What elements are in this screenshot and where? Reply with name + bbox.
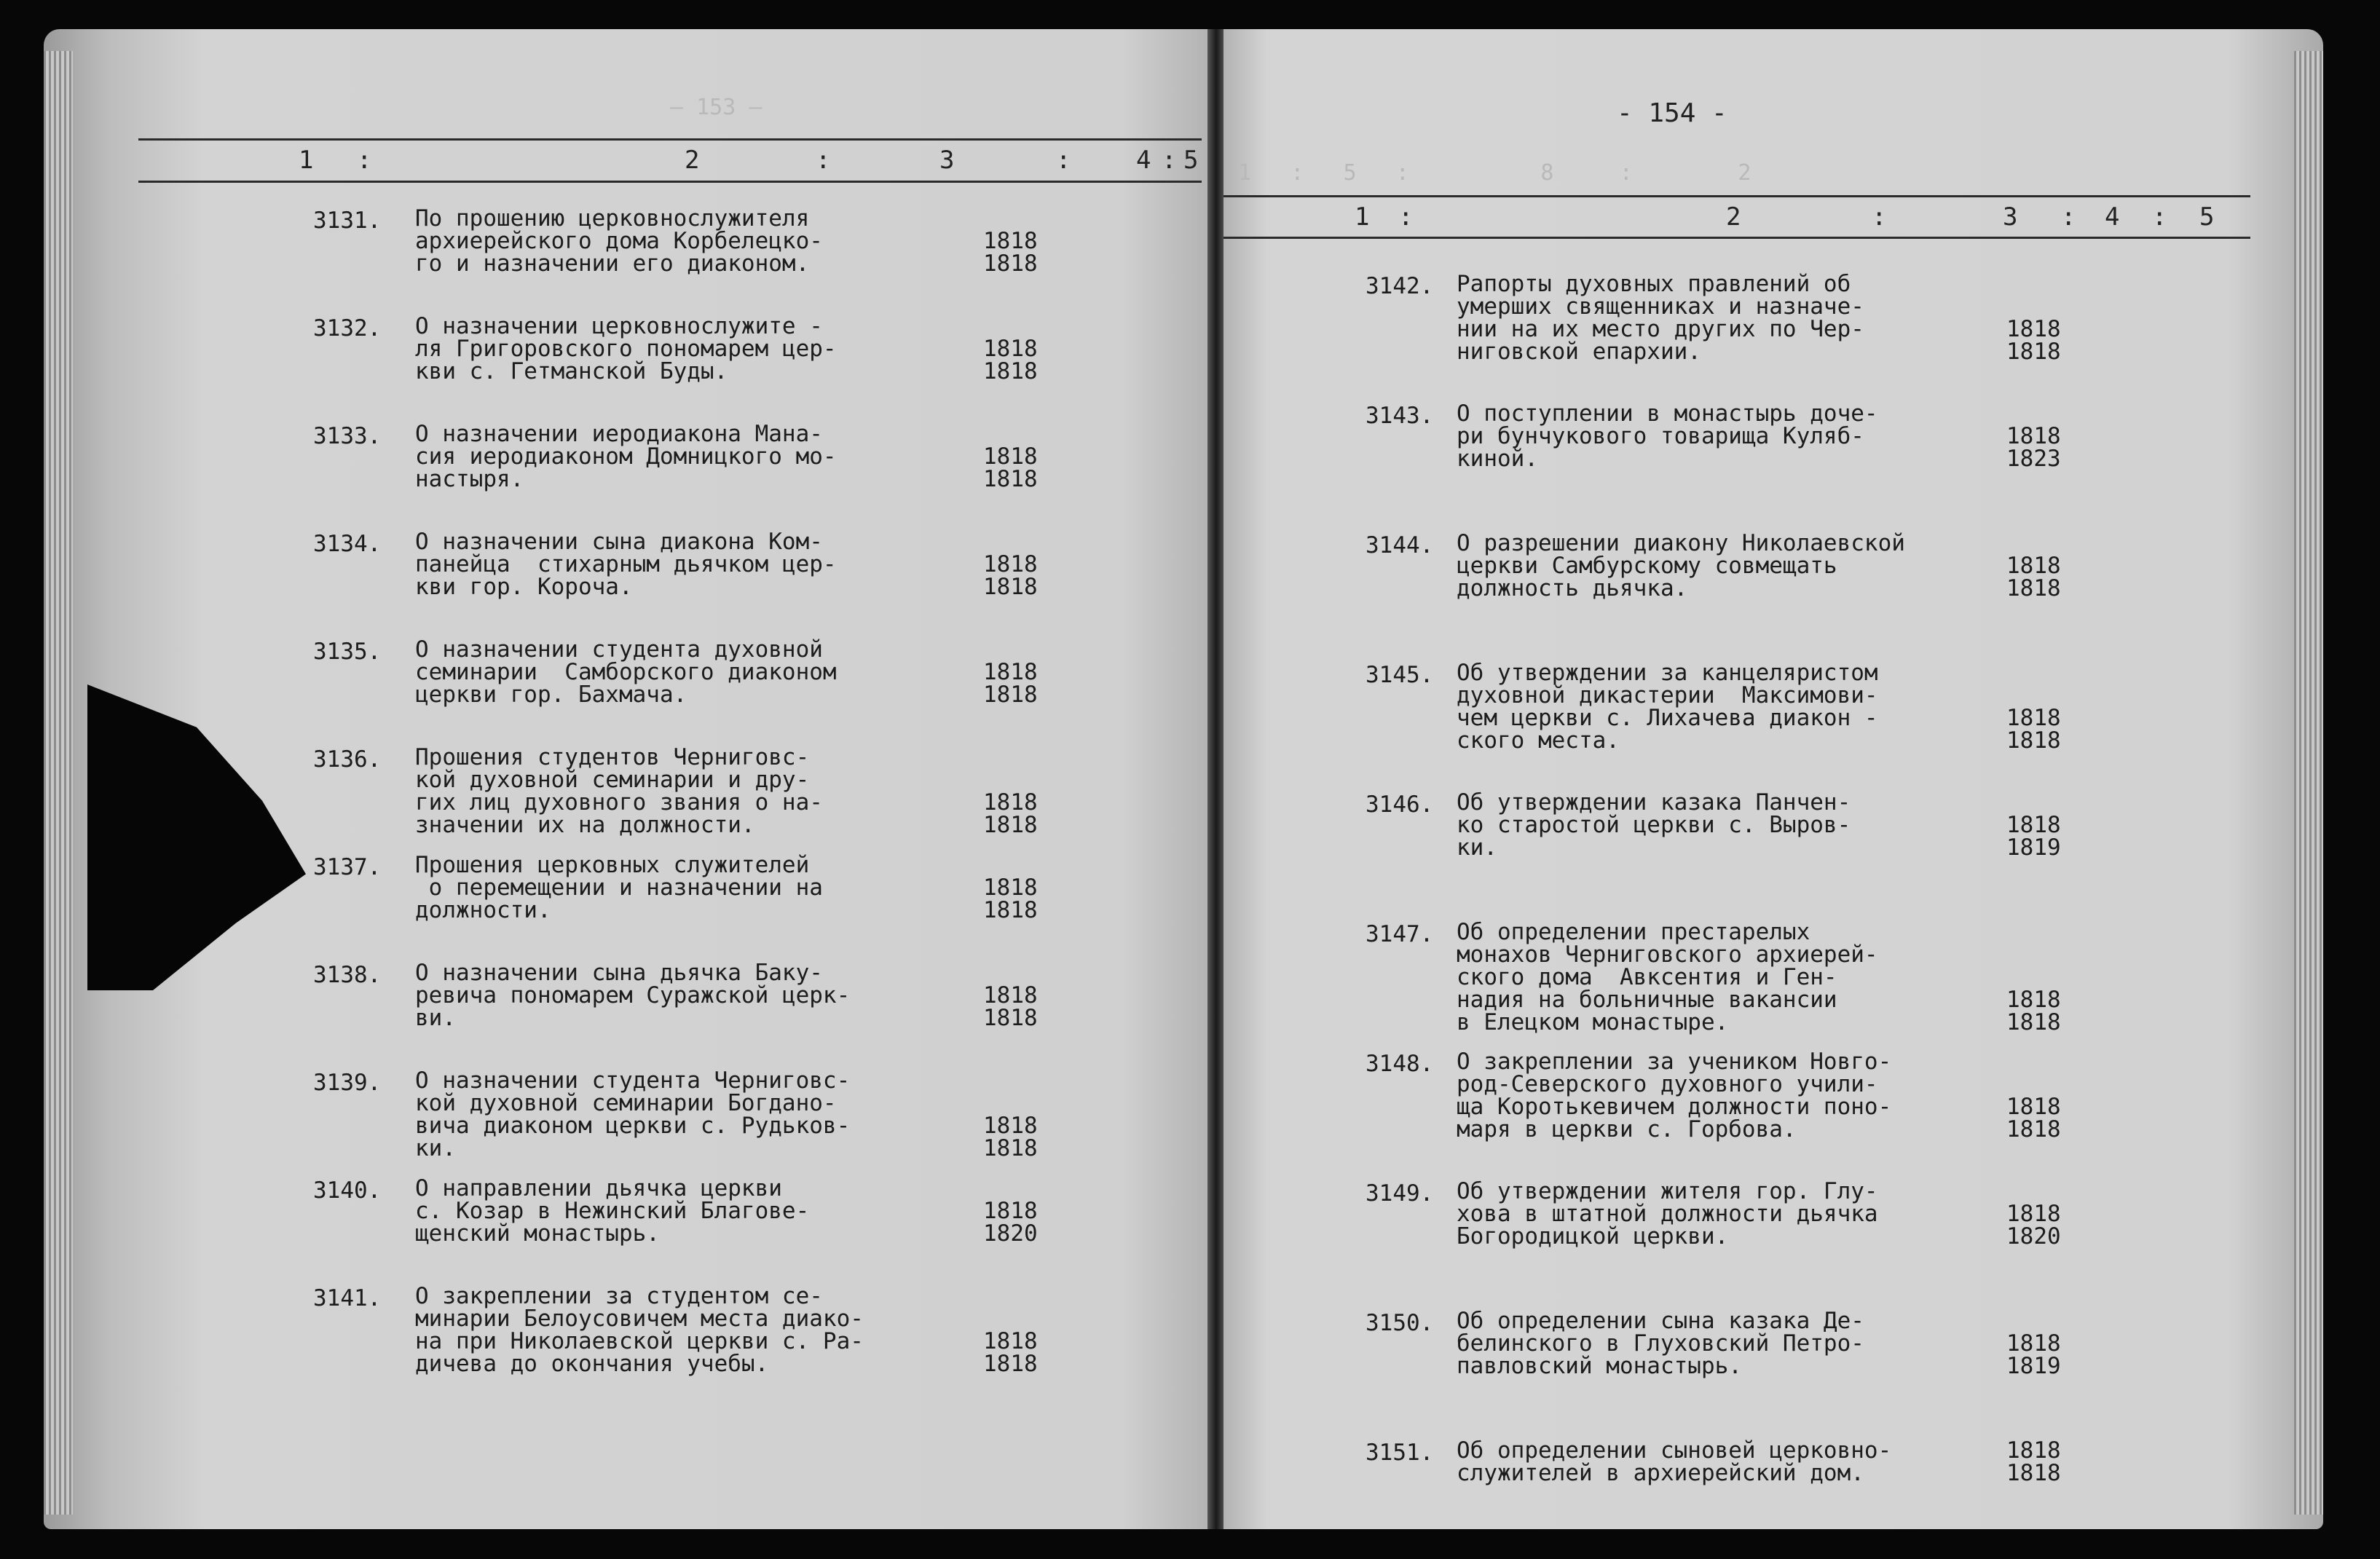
entry-number: 3131. <box>313 208 382 234</box>
entry-years: 1818 1819 <box>2006 812 2061 861</box>
entry-number: 3143. <box>1366 403 1434 429</box>
entry-title: О назначении сына диакона Ком- панейца стихарным дьячком цер- кви гор. Короча. <box>415 529 837 600</box>
entry-years: 1818 1823 <box>2006 423 2061 472</box>
entry-number: 3138. <box>313 962 382 988</box>
col-header-2: 2 <box>685 146 700 175</box>
entry-number: 3146. <box>1366 792 1434 818</box>
entry-title: О разрешении диакону Николаевской церкви Самбурскому совмещать должность дьячка. <box>1457 530 1905 601</box>
entry-number: 3144. <box>1366 532 1434 559</box>
entry-years: 1818 1818 <box>2006 553 2061 601</box>
col-header-sep: : <box>2061 202 2076 232</box>
col-header-sep: : <box>816 146 831 175</box>
right-page <box>1224 29 2323 1529</box>
entry-number: 3145. <box>1366 662 1434 688</box>
entry-years: 1818 1818 <box>983 1113 1038 1161</box>
entry-title: О назначении иеродиакона Мана- сия иеродиаконом Домницкого мо- настыря. <box>415 421 837 492</box>
entry-years: 1818 1818 <box>2006 987 2061 1035</box>
entry-number: 3132. <box>313 315 382 342</box>
entry-title: О закреплении за студентом се- минарии Белоусовичем места диако- на при Николаевской церкви с. Ра- дичева до окончания учебы. <box>415 1283 864 1377</box>
page-number: - 154 - <box>1617 98 1727 128</box>
entry-years: 1818 1818 <box>983 443 1038 492</box>
entry-title: Об определении престарелых монахов Черниговского архиерей- ского дома Авксентия и Ген- надия на больничные вакансии в Елецком монастыре. <box>1457 919 1878 1035</box>
entry-number: 3149. <box>1366 1180 1434 1207</box>
entry-title: По прошению церковнослужителя архиерейского дома Корбелецко- го и назначении его диаконом. <box>415 205 823 277</box>
entry-years: 1818 1818 <box>983 982 1038 1031</box>
col-header-5: 5 <box>2199 202 2215 232</box>
col-header-1: 1 <box>1355 202 1370 232</box>
entry-title: Об определении сына казака Де- белинского в Глуховский Петро- павловский монастырь. <box>1457 1308 1864 1379</box>
entry-years: 1818 1818 <box>983 789 1038 838</box>
entry-years: 1818 1819 <box>2006 1330 2061 1379</box>
entry-number: 3133. <box>313 423 382 449</box>
page-stack-edge-left <box>44 51 73 1515</box>
col-header-1: 1 <box>299 146 314 175</box>
entry-years: 1818 1818 <box>983 228 1038 277</box>
open-archive-book <box>44 29 2323 1544</box>
col-header-4: 4 <box>1136 146 1151 175</box>
entry-title: Прошения студентов Черниговс- кой духовной семинарии и дру- гих лиц духовного звания о на- значении их на должности. <box>415 744 823 838</box>
entry-title: О назначении студента духовной семинарии Самборского диаконом церкви гор. Бахмача. <box>415 636 837 708</box>
entry-number: 3135. <box>313 639 382 665</box>
header-rule-bottom <box>1224 237 2250 239</box>
entry-years: 1818 1818 <box>2006 1437 2061 1486</box>
entry-number: 3142. <box>1366 273 1434 299</box>
entry-title: Об утверждении казака Панчен- ко старостой церкви с. Выров- ки. <box>1457 789 1851 861</box>
entry-number: 3136. <box>313 746 382 773</box>
entry-number: 3141. <box>313 1285 382 1311</box>
entry-years: 1818 1818 <box>2006 1094 2061 1142</box>
entry-title: Прошения церковных служителей о перемещении и назначении на должности. <box>415 852 823 923</box>
header-rule-top <box>1224 195 2250 197</box>
entry-title: О назначении студента Черниговс- кой духовной семинарии Богдано- вича диаконом церкви с. Рудьков- ки. <box>415 1067 851 1161</box>
col-header-sep: : <box>1056 146 1071 175</box>
col-header-4: 4 <box>2105 202 2120 232</box>
entry-years: 1818 1818 <box>983 551 1038 600</box>
entry-years: 1818 1818 <box>983 659 1038 708</box>
entry-title: О закреплении за учеником Новго- род-Северского духовного учили- ща Коротькевичем должности поно- маря в церкви с. Горбова. <box>1457 1049 1892 1142</box>
entry-title: Рапорты духовных правлений об умерших священниках и назначе- нии на их место других по Чер- ниговской епархии. <box>1457 271 1864 365</box>
bleed-through-text: – 153 – <box>670 95 763 120</box>
col-header-2: 2 <box>1726 202 1741 232</box>
entry-years: 1818 1818 <box>983 1328 1038 1377</box>
col-header-sep: : <box>1162 146 1177 175</box>
entry-years: 1818 1820 <box>983 1198 1038 1247</box>
col-header-sep: : <box>2152 202 2167 232</box>
entry-number: 3151. <box>1366 1440 1434 1466</box>
col-header-3: 3 <box>939 146 955 175</box>
entry-number: 3148. <box>1366 1051 1434 1077</box>
col-header-sep: : <box>357 146 372 175</box>
entry-title: Об утверждении жителя гор. Глу- хова в штатной должности дьячка Богородицкой церкви. <box>1457 1178 1878 1250</box>
entry-number: 3140. <box>313 1177 382 1204</box>
entry-number: 3147. <box>1366 921 1434 947</box>
entry-years: 1818 1818 <box>983 875 1038 923</box>
entry-number: 3150. <box>1366 1310 1434 1336</box>
book-gutter <box>1207 29 1225 1529</box>
entry-number: 3137. <box>313 854 382 880</box>
header-rule-top <box>138 138 1202 141</box>
entry-years: 1818 1818 <box>983 336 1038 384</box>
entry-title: Об определении сыновей церковно- служителей в архиерейский дом. <box>1457 1437 1892 1486</box>
entry-years: 1818 1818 <box>2006 705 2061 754</box>
col-header-sep: : <box>1398 202 1414 232</box>
entry-years: 1818 1820 <box>2006 1201 2061 1250</box>
entry-years: 1818 1818 <box>2006 316 2061 365</box>
entry-title: О назначении церковнослужите - ля Григоровского пономарем цер- кви с. Гетманской Буды. <box>415 313 837 384</box>
col-header-5: 5 <box>1183 146 1199 175</box>
entry-title: О назначении сына дьячка Баку- ревича пономарем Суражской церк- ви. <box>415 960 851 1031</box>
entry-number: 3134. <box>313 531 382 557</box>
bleed-through-text: 1 : 5 : 8 : 2 <box>1238 160 1751 186</box>
entry-number: 3139. <box>313 1070 382 1096</box>
header-rule-bottom <box>138 181 1202 183</box>
col-header-sep: : <box>1872 202 1887 232</box>
col-header-3: 3 <box>2003 202 2018 232</box>
entry-title: О направлении дьячка церкви с. Козар в Нежинский Благове- щенский монастырь. <box>415 1175 810 1247</box>
entry-title: Об утверждении за канцеляристом духовной дикастерии Максимови- чем церкви с. Лихачева диакон - ского места. <box>1457 660 1878 754</box>
page-stack-edge-right <box>2294 51 2323 1515</box>
entry-title: О поступлении в монастырь доче- ри бунчукового товарища Куляб- киной. <box>1457 400 1878 472</box>
